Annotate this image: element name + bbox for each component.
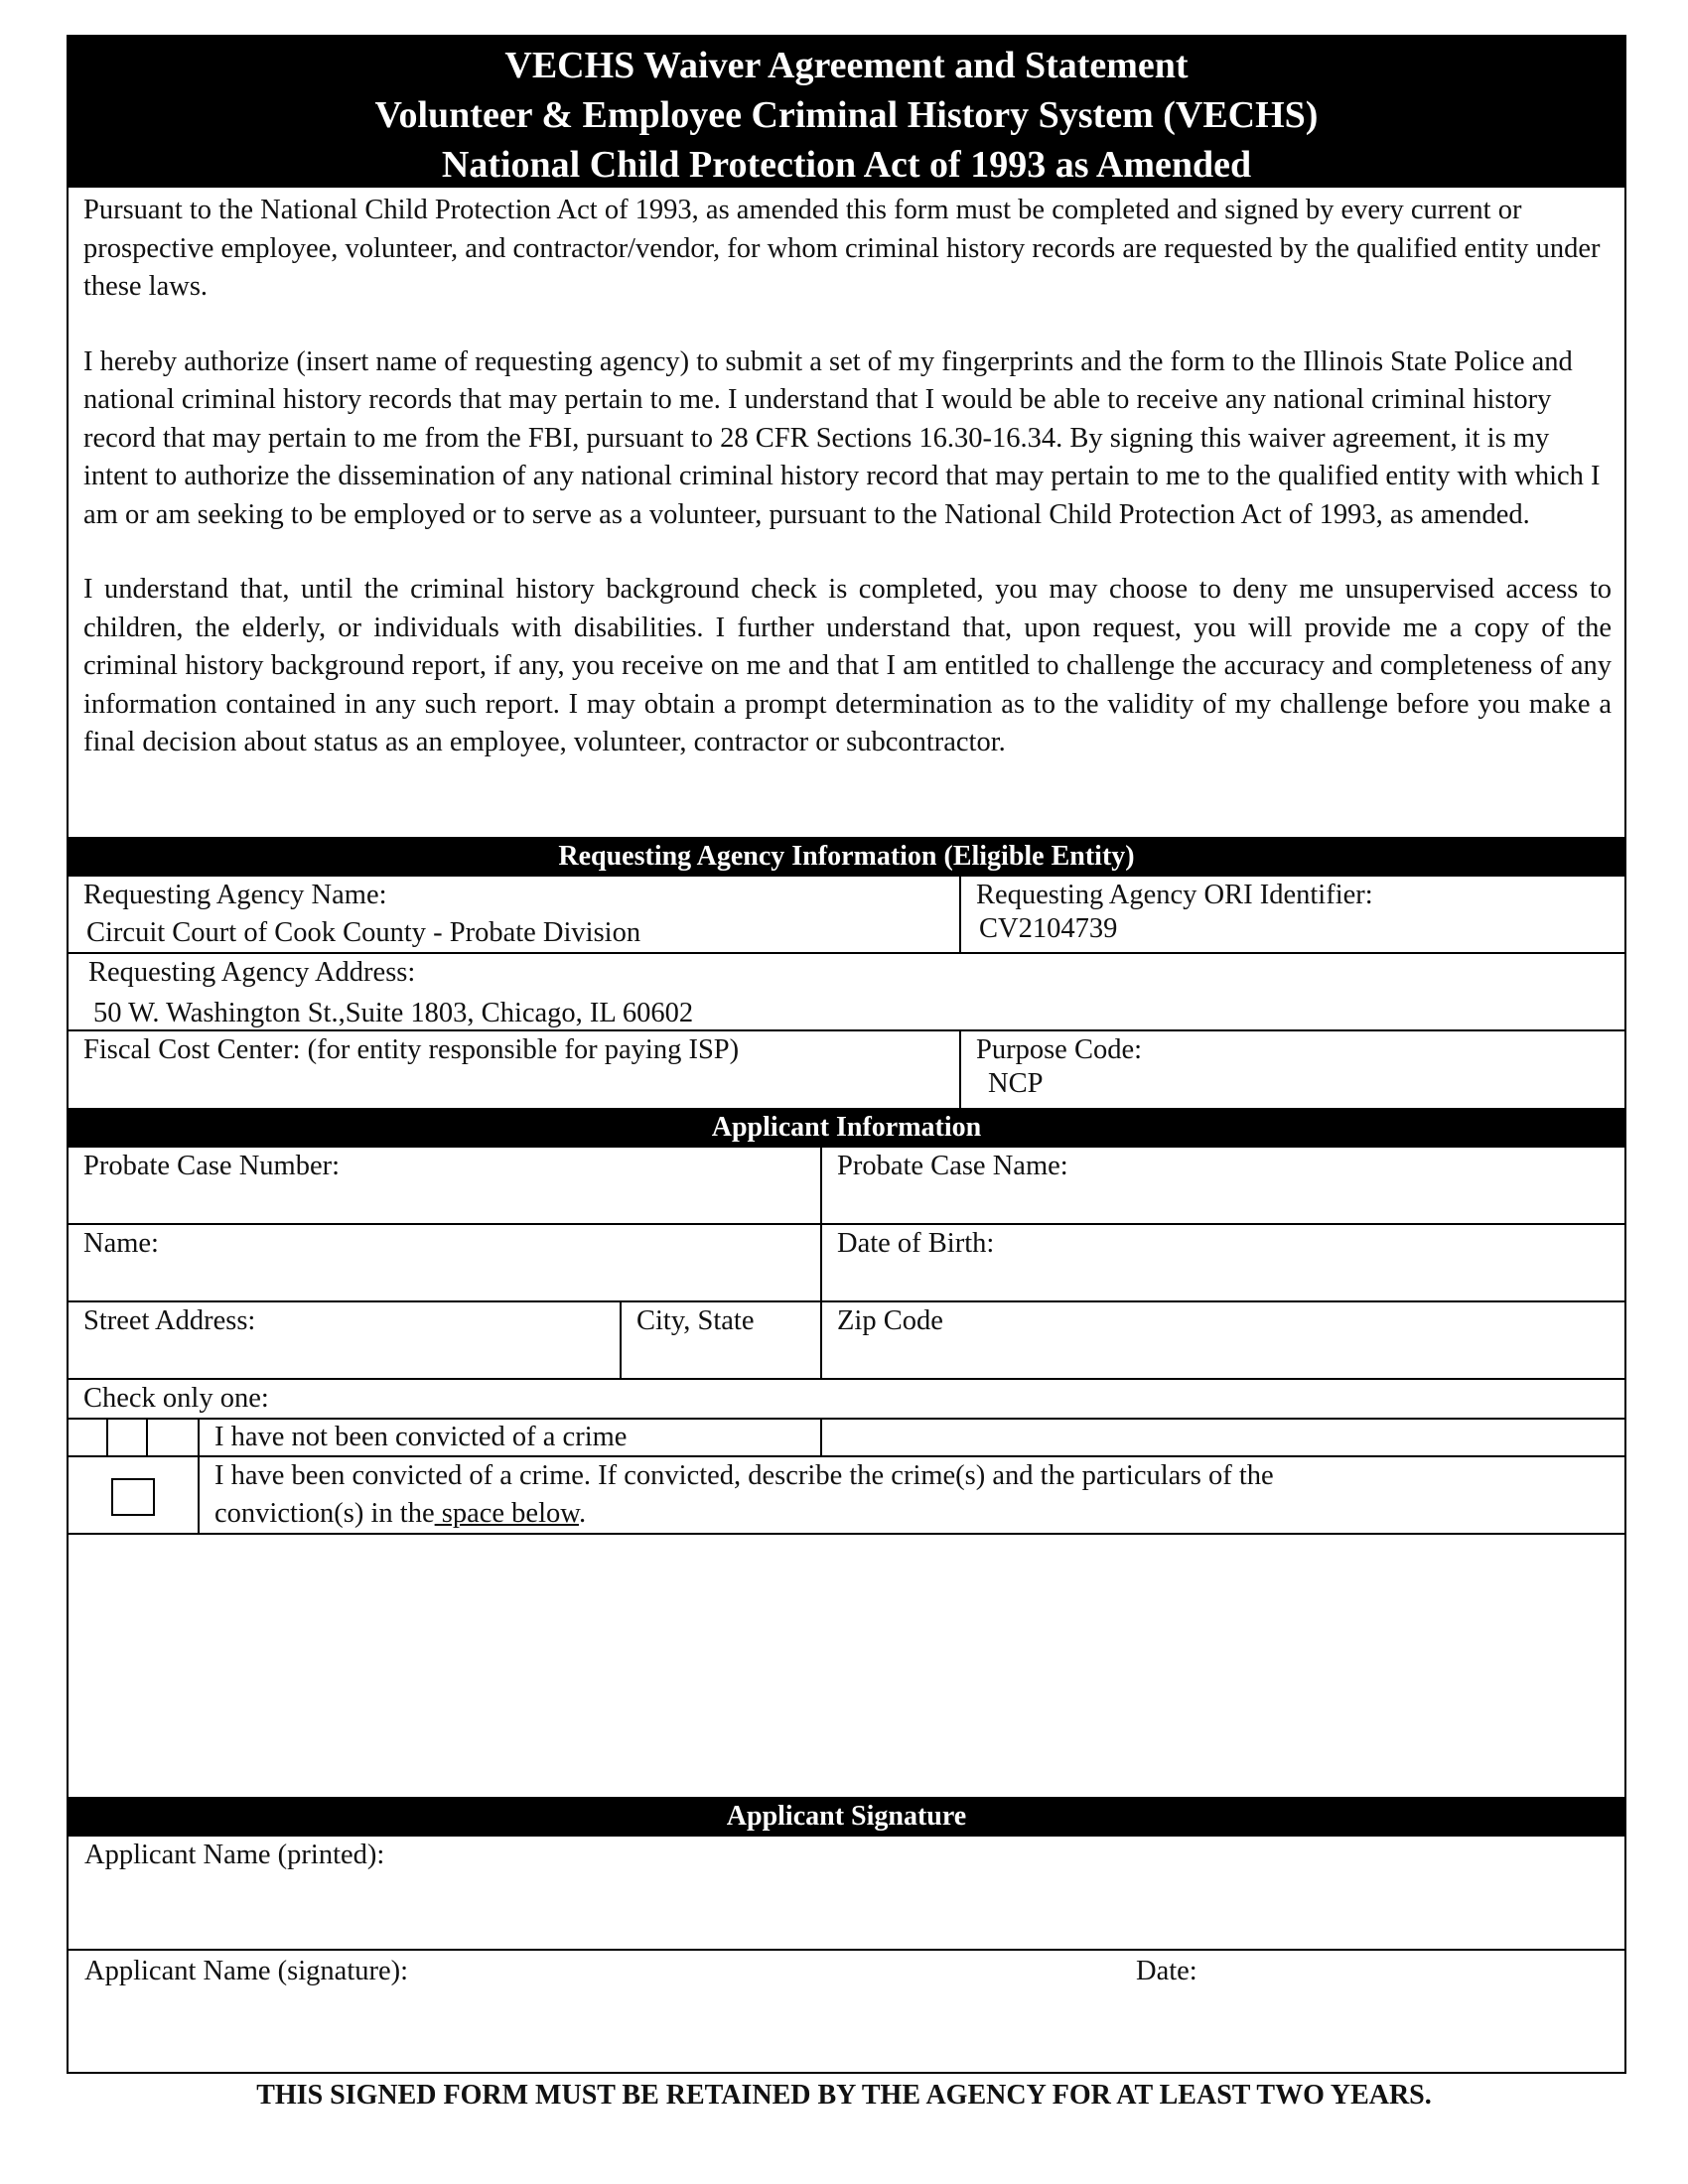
city-state-label: City, State [636, 1305, 755, 1336]
zip-code-label: Zip Code [837, 1305, 943, 1336]
applicant-name-field[interactable] [69, 1225, 820, 1300]
space-below-underlined: space below [434, 1498, 579, 1529]
not-convicted-checkbox[interactable] [69, 1420, 198, 1455]
not-convicted-row [69, 1420, 1624, 1457]
agency-address-row [69, 954, 1624, 1031]
agency-ori-value: CV2104739 [979, 913, 1118, 944]
case-row [69, 1148, 1624, 1225]
address-row [69, 1302, 1624, 1380]
probate-case-name-field[interactable] [820, 1148, 1624, 1223]
form-subtitle-act: National Child Protection Act of 1993 as Amended [441, 144, 1252, 186]
convicted-label-line1: I have been convicted of a crime. If convicted, describe the crime(s) and the particulars of the [214, 1460, 1274, 1491]
agency-address-field[interactable] [69, 954, 1624, 1029]
check-only-one-row [69, 1380, 1624, 1420]
agency-section-header: Requesting Agency Information (Eligible Entity) [69, 837, 1624, 877]
intro-paragraph-3: I understand that, until the criminal history background check is completed, you may choose to deny me unsupervised access to children, the elderly, or individuals with disabilities. I further understand that, upon request, you will provide me a copy of the criminal history background report, if any, you receive on me and that I am entitled to challenge the accuracy and completeness of any information contained in any such report. I may obtain a prompt determination as to the validity of my challenge before you make a final decision about status as an employee, volunteer, contractor or subcontractor. [83, 574, 1612, 757]
agency-name-row [69, 877, 1624, 954]
name-row [69, 1225, 1624, 1302]
intro-paragraph-1: Pursuant to the National Child Protection Act of 1993, as amended this form must be completed and signed by every current or prospective employee, volunteer, and contractor/vendor, for whom criminal history records are requested by the qualified entity under these laws. [83, 195, 1601, 302]
applicant-name-label: Name: [83, 1228, 159, 1259]
check-only-one-label: Check only one: [83, 1383, 269, 1414]
agency-address-label: Requesting Agency Address: [88, 957, 416, 988]
signature-row [69, 1951, 1624, 2065]
not-convicted-label: I have not been convicted of a crime [198, 1420, 820, 1455]
applicant-signature-label: Applicant Name (signature): [84, 1956, 409, 1986]
purpose-code-label: Purpose Code: [976, 1034, 1143, 1065]
applicant-section-header: Applicant Information [69, 1108, 1624, 1148]
fiscal-row [69, 1031, 1624, 1108]
form-title: VECHS Waiver Agreement and Statement [504, 45, 1189, 86]
applicant-printed-name-field[interactable] [69, 1837, 1624, 1949]
probate-case-number-field[interactable] [69, 1148, 820, 1223]
city-state-field[interactable] [620, 1302, 820, 1378]
conviction-description-area[interactable] [69, 1535, 1624, 1797]
convicted-label-period: . [578, 1498, 587, 1529]
street-address-label: Street Address: [83, 1305, 256, 1336]
convicted-checkbox-cell [69, 1457, 198, 1533]
intro-text [69, 188, 1624, 837]
applicant-printed-name-label: Applicant Name (printed): [84, 1840, 385, 1870]
street-address-field[interactable] [69, 1302, 620, 1378]
date-label: Date: [1136, 1956, 1197, 1986]
agency-address-value: 50 W. Washington St.,Suite 1803, Chicago, IL 60602 [93, 998, 694, 1028]
form-title-band [69, 37, 1624, 188]
date-field[interactable] [1200, 1951, 1618, 2065]
purpose-code-value: NCP [988, 1068, 1044, 1099]
probate-case-name-label: Probate Case Name: [837, 1151, 1068, 1181]
intro-paragraph-2: I hereby authorize (insert name of requesting agency) to submit a set of my fingerprints and the form to the Illinois State Police and national criminal history records that may pertain to me. I understand that I would be able to receive any national criminal history record that may pertain to me from the FBI, pursuant to 28 CFR Sections 16.30-16.34. By signing this waiver agreement, it is my intent to authorize the dissemination of any national criminal history record that may pertain to me to the qualified entity with which I am or am seeking to be employed or to serve as a volunteer, pursuant to the National Child Protection Act of 1993, as amended. [83, 345, 1601, 530]
not-convicted-blank [820, 1420, 1624, 1455]
convicted-row [69, 1457, 1624, 1535]
signature-section-header: Applicant Signature [69, 1797, 1624, 1837]
form-subtitle: Volunteer & Employee Criminal History System (VECHS) [374, 94, 1319, 136]
retention-notice: THIS SIGNED FORM MUST BE RETAINED BY THE AGENCY FOR AT LEAST TWO YEARS. [256, 2080, 1432, 2111]
agency-ori-field[interactable] [959, 877, 1624, 952]
date-of-birth-field[interactable] [820, 1225, 1624, 1300]
purpose-code-field[interactable] [959, 1031, 1624, 1108]
agency-ori-label: Requesting Agency ORI Identifier: [976, 880, 1373, 910]
agency-name-value: Circuit Court of Cook County - Probate Division [86, 917, 641, 948]
applicant-signature-field[interactable] [69, 1951, 1121, 2065]
date-of-birth-label: Date of Birth: [837, 1228, 995, 1259]
fiscal-cost-center-label: Fiscal Cost Center: (for entity responsible for paying ISP) [83, 1034, 740, 1065]
convicted-label-line2 [214, 1495, 1615, 1533]
agency-name-field[interactable] [69, 877, 959, 952]
fiscal-cost-center-field[interactable] [69, 1031, 959, 1108]
convicted-label-line2-text: conviction(s) in the [214, 1498, 435, 1529]
vechs-waiver-form [67, 35, 1626, 2074]
printed-name-row [69, 1837, 1624, 1951]
convicted-label [198, 1457, 1624, 1533]
convicted-checkbox[interactable] [111, 1478, 155, 1516]
zip-code-field[interactable] [820, 1302, 1624, 1378]
probate-case-number-label: Probate Case Number: [83, 1151, 341, 1181]
agency-name-label: Requesting Agency Name: [83, 880, 387, 910]
